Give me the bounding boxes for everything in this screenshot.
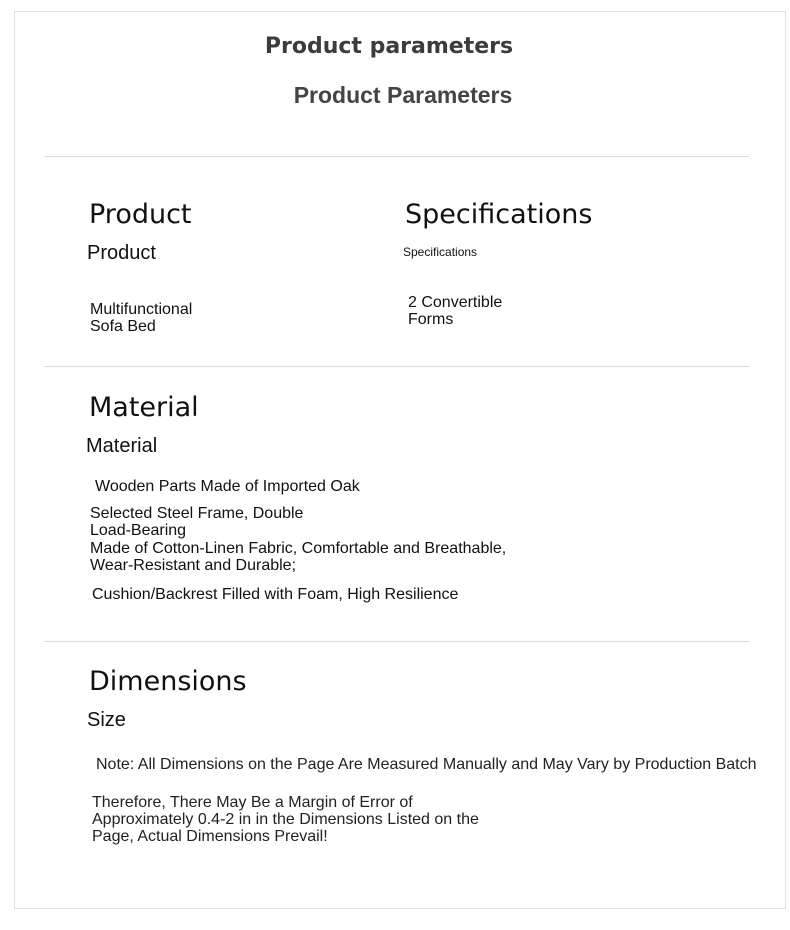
- material-heading: Material: [89, 392, 199, 423]
- specifications-value-line2: Forms: [408, 311, 454, 328]
- dimensions-margin-note: [92, 794, 479, 845]
- product-heading: Product: [89, 199, 192, 230]
- material-item-steel-line1: Selected Steel Frame, Double: [90, 505, 304, 522]
- header-title-lower: Product parameters: [264, 34, 514, 59]
- material-item-oak: Wooden Parts Made of Imported Oak: [95, 478, 360, 495]
- material-item-fabric-line2: Wear-Resistant and Durable;: [90, 557, 297, 574]
- product-value-line1: Multifunctional: [90, 301, 193, 318]
- divider-top: [44, 156, 749, 157]
- specifications-heading: Specifications: [405, 199, 593, 230]
- material-item-steel-line2: Load-Bearing: [90, 522, 187, 539]
- header-title-upper: Product Parameters: [293, 82, 513, 108]
- margin-note-line2: Approximately 0.4-2 in in the Dimensions Listed on the: [92, 811, 479, 828]
- dimensions-note: Note: All Dimensions on the Page Are Measured Manually and May Vary by Production Batch: [96, 756, 757, 773]
- divider-material: [44, 366, 749, 367]
- material-item-steel-frame: [90, 505, 303, 539]
- specifications-value-line1: 2 Convertible: [408, 294, 503, 311]
- product-value-line2: Sofa Bed: [90, 318, 156, 335]
- margin-note-line1: Therefore, There May Be a Margin of Error of: [92, 794, 413, 811]
- material-item-cushion: Cushion/Backrest Filled with Foam, High Resilience: [92, 586, 459, 603]
- divider-dimensions: [44, 641, 749, 642]
- specifications-subheading: Specifications: [403, 245, 478, 259]
- specifications-value: [408, 294, 502, 328]
- material-item-fabric-line1: Made of Cotton-Linen Fabric, Comfortable and Breathable,: [90, 540, 507, 557]
- material-subheading: Material: [86, 435, 158, 457]
- size-subheading: Size: [87, 709, 126, 731]
- product-parameters-panel: [14, 11, 786, 909]
- material-item-fabric: [90, 540, 506, 574]
- product-value: [90, 301, 192, 335]
- dimensions-heading: Dimensions: [89, 666, 247, 697]
- margin-note-line3: Page, Actual Dimensions Prevail!: [92, 828, 328, 845]
- product-subheading: Product: [87, 242, 156, 264]
